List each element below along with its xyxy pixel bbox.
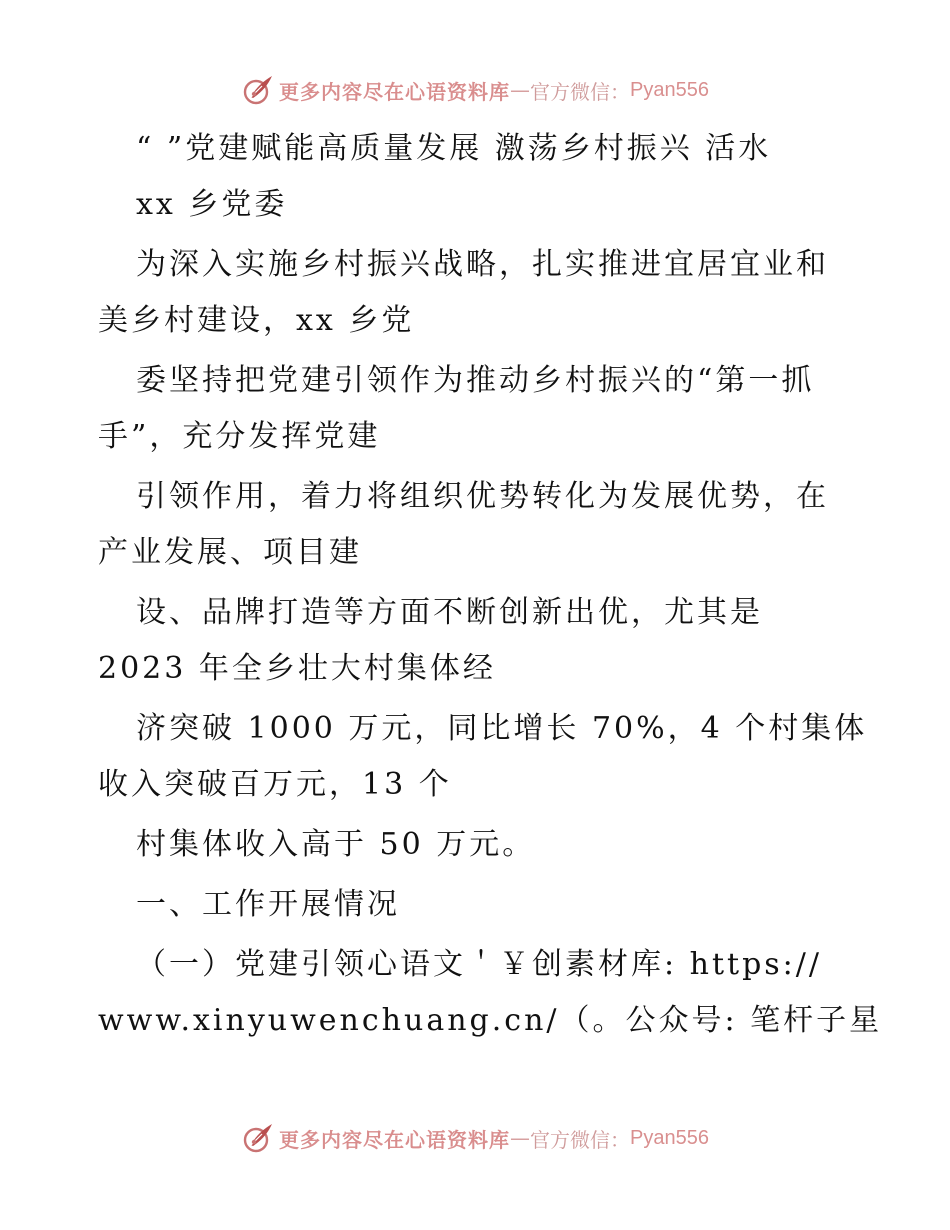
doc-author-line: xx 乡党委 (136, 187, 288, 222)
quill-leaf-logo-icon (241, 73, 275, 107)
doc-paragraph-line: www.xinyuwenchuang.cn/（。公众号: 笔杆子星 (98, 1003, 883, 1038)
doc-paragraph-line: 手”，充分发挥党建 (98, 419, 381, 454)
watermark-contact-id: Pyan556 (630, 1126, 709, 1149)
doc-paragraph-line: 村集体收入高于 50 万元。 (136, 827, 536, 862)
doc-title-line: “ ”党建赋能高质量发展 激荡乡村振兴 活水 (136, 131, 772, 166)
doc-paragraph-line: 2023 年全乡壮大村集体经 (98, 651, 496, 686)
doc-paragraph-line: 委坚持把党建引领作为推动乡村振兴的“第一抓 (136, 363, 815, 398)
watermark-contact-label: 官方微信： (530, 79, 631, 104)
header-watermark (0, 70, 950, 110)
doc-subsection-line: （一）党建引领心语文＇￥创素材库: https:// (136, 947, 822, 982)
quill-leaf-logo-icon (241, 1121, 275, 1155)
watermark-contact-label: 官方微信： (530, 1127, 631, 1152)
footer-watermark (0, 1118, 950, 1158)
watermark-contact-id: Pyan556 (630, 78, 709, 101)
doc-paragraph-line: 济突破 1000 万元，同比增长 70%，4 个村集体 (136, 711, 868, 746)
doc-paragraph-line: 美乡村建设，xx 乡党 (98, 303, 415, 338)
watermark-separator: — (510, 1126, 531, 1150)
doc-section-heading: 一、工作开展情况 (136, 887, 400, 922)
doc-paragraph-line: 收入突破百万元，13 个 (98, 767, 452, 802)
doc-paragraph-line: 为深入实施乡村振兴战略，扎实推进宜居宜业和 (136, 247, 829, 282)
doc-paragraph-line: 引领作用，着力将组织优势转化为发展优势，在 (136, 479, 829, 514)
watermark-separator: — (510, 78, 531, 102)
doc-paragraph-line: 设、品牌打造等方面不断创新出优，尤其是 (136, 595, 763, 630)
watermark-brand: 更多内容尽在心语资料库 (279, 1127, 511, 1152)
watermark-brand: 更多内容尽在心语资料库 (279, 79, 511, 104)
doc-paragraph-line: 产业发展、项目建 (98, 535, 362, 570)
